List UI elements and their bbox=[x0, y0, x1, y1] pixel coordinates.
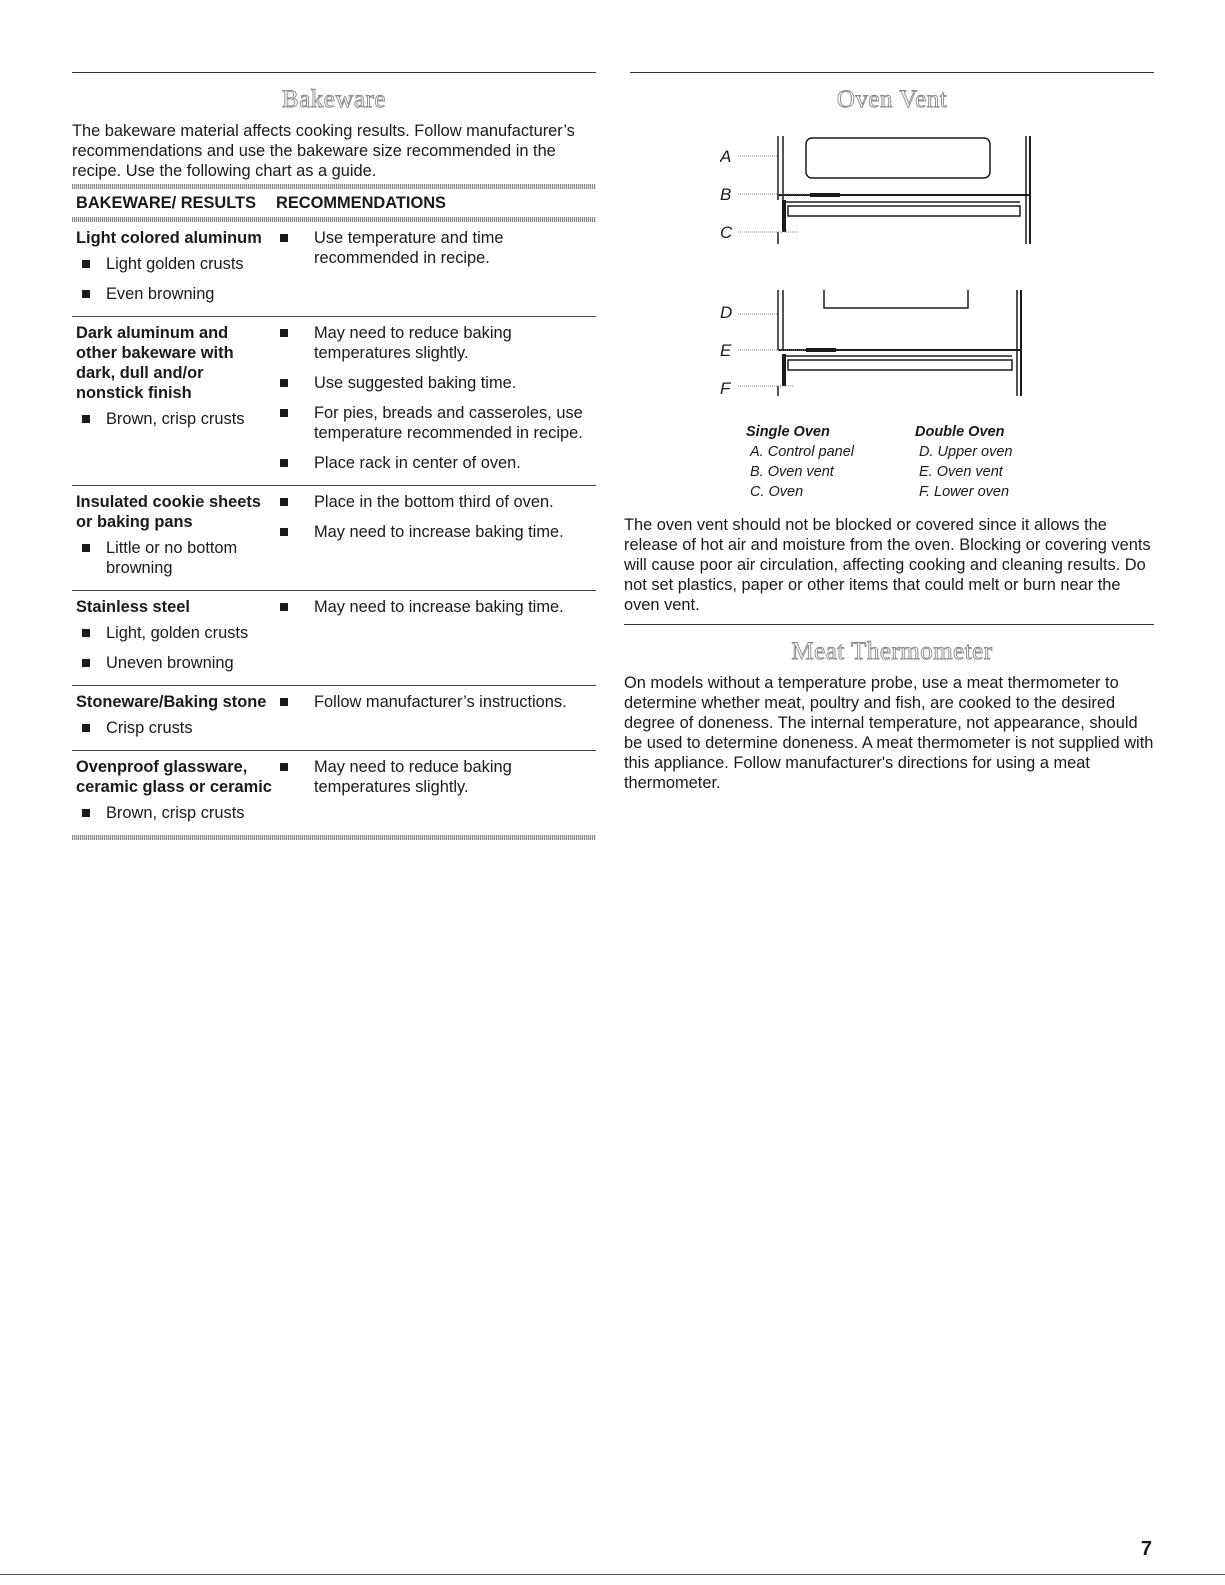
recommendation-item: Place in the bottom third of oven. bbox=[280, 492, 596, 512]
result-item: Light golden crusts bbox=[72, 254, 272, 274]
table-row bbox=[72, 222, 596, 316]
recommendation-item: Place rack in center of oven. bbox=[280, 453, 596, 473]
recommendation-item: May need to reduce baking temperatures slightly. bbox=[280, 323, 596, 363]
double-oven-illustration bbox=[778, 290, 1021, 396]
table-row bbox=[72, 317, 596, 485]
material-name: Dark aluminum and other bakeware with dark, dull and/or nonstick finish bbox=[76, 324, 234, 402]
recommendation-item: May need to increase baking time. bbox=[280, 522, 596, 542]
bakeware-rows bbox=[72, 222, 596, 835]
oven-vent-diagram bbox=[720, 128, 1040, 413]
legend-item: C. Oven bbox=[750, 484, 804, 500]
material-name: Stainless steel bbox=[76, 598, 190, 616]
top-rule bbox=[72, 72, 596, 73]
legend-single-heading: Single Oven bbox=[746, 424, 830, 440]
table-row bbox=[72, 591, 596, 685]
page-bottom-rule bbox=[0, 1574, 1225, 1575]
col-header-bakeware: BAKEWARE/ RESULTS bbox=[76, 194, 256, 212]
legend-item: E. Oven vent bbox=[919, 464, 1003, 480]
meat-thermometer-body: On models without a temperature probe, use a meat thermometer to determine whether meat, poultry and fish, are cooked to the desired degree of doneness. The internal temperature, not appearance, should be used to determine doneness. A meat thermometer is not supplied with this appliance. Follow manufacturer's directions for using a meat thermometer. bbox=[624, 674, 1154, 792]
legend-item: B. Oven vent bbox=[750, 464, 834, 480]
section-divider bbox=[624, 624, 1154, 625]
top-rule bbox=[630, 72, 1154, 73]
label-b: B bbox=[720, 185, 732, 204]
oven-vent-title: Oven Vent bbox=[836, 86, 948, 113]
legend-item: A. Control panel bbox=[750, 444, 854, 460]
label-e: E bbox=[720, 341, 732, 360]
recommendation-item: May need to reduce baking temperatures slightly. bbox=[280, 757, 596, 797]
result-item: Little or no bottom browning bbox=[72, 538, 272, 578]
result-item: Brown, crisp crusts bbox=[72, 409, 272, 429]
legend-double bbox=[915, 422, 1013, 502]
bakeware-title: Bakeware bbox=[282, 86, 386, 113]
material-name: Insulated cookie sheets or baking pans bbox=[76, 493, 261, 531]
result-item: Uneven browning bbox=[72, 653, 272, 673]
legend-item: F. Lower oven bbox=[919, 484, 1010, 500]
table-row bbox=[72, 686, 596, 750]
bakeware-table bbox=[72, 184, 596, 840]
bakeware-intro: The bakeware material affects cooking results. Follow manufacturer’s recommendations and use the bakeware size recommended in the recipe. Use the following chart as a guide. bbox=[72, 122, 575, 180]
legend-item: D. Upper oven bbox=[919, 444, 1013, 460]
recommendation-item: Use temperature and time recommended in recipe. bbox=[280, 228, 596, 268]
table-row bbox=[72, 486, 596, 590]
single-oven-illustration bbox=[778, 136, 1030, 244]
result-item: Even browning bbox=[72, 284, 272, 304]
recommendation-item: Follow manufacturer’s instructions. bbox=[280, 692, 596, 712]
result-item: Brown, crisp crusts bbox=[72, 803, 272, 823]
label-d: D bbox=[720, 303, 733, 322]
result-item: Crisp crusts bbox=[72, 718, 272, 738]
table-row bbox=[72, 751, 596, 835]
table-bottom-rule bbox=[72, 835, 596, 840]
label-a: A bbox=[720, 147, 732, 166]
col-header-recommendations: RECOMMENDATIONS bbox=[276, 194, 446, 212]
label-f: F bbox=[720, 379, 731, 398]
result-item: Light, golden crusts bbox=[72, 623, 272, 643]
recommendation-item: For pies, breads and casseroles, use temperature recommended in recipe. bbox=[280, 403, 596, 443]
material-name: Light colored aluminum bbox=[76, 229, 262, 247]
material-name: Stoneware/Baking stone bbox=[76, 693, 267, 711]
legend-single bbox=[746, 422, 854, 502]
recommendation-item: May need to increase baking time. bbox=[280, 597, 596, 617]
meat-thermometer-title: Meat Thermometer bbox=[791, 638, 993, 665]
label-c: C bbox=[720, 223, 733, 242]
oven-vent-body: The oven vent should not be blocked or covered since it allows the release of hot air and moisture from the oven. Blocking or covering vents will cause poor air circulation, affecting cooking and cleaning results. Do not set plastics, paper or other items that could melt or burn near the oven vent. bbox=[624, 516, 1151, 614]
recommendation-item: Use suggested baking time. bbox=[280, 373, 596, 393]
page-number: 7 bbox=[1140, 1538, 1152, 1560]
legend-double-heading: Double Oven bbox=[915, 424, 1005, 440]
material-name: Ovenproof glassware, ceramic glass or ceramic bbox=[76, 758, 272, 796]
